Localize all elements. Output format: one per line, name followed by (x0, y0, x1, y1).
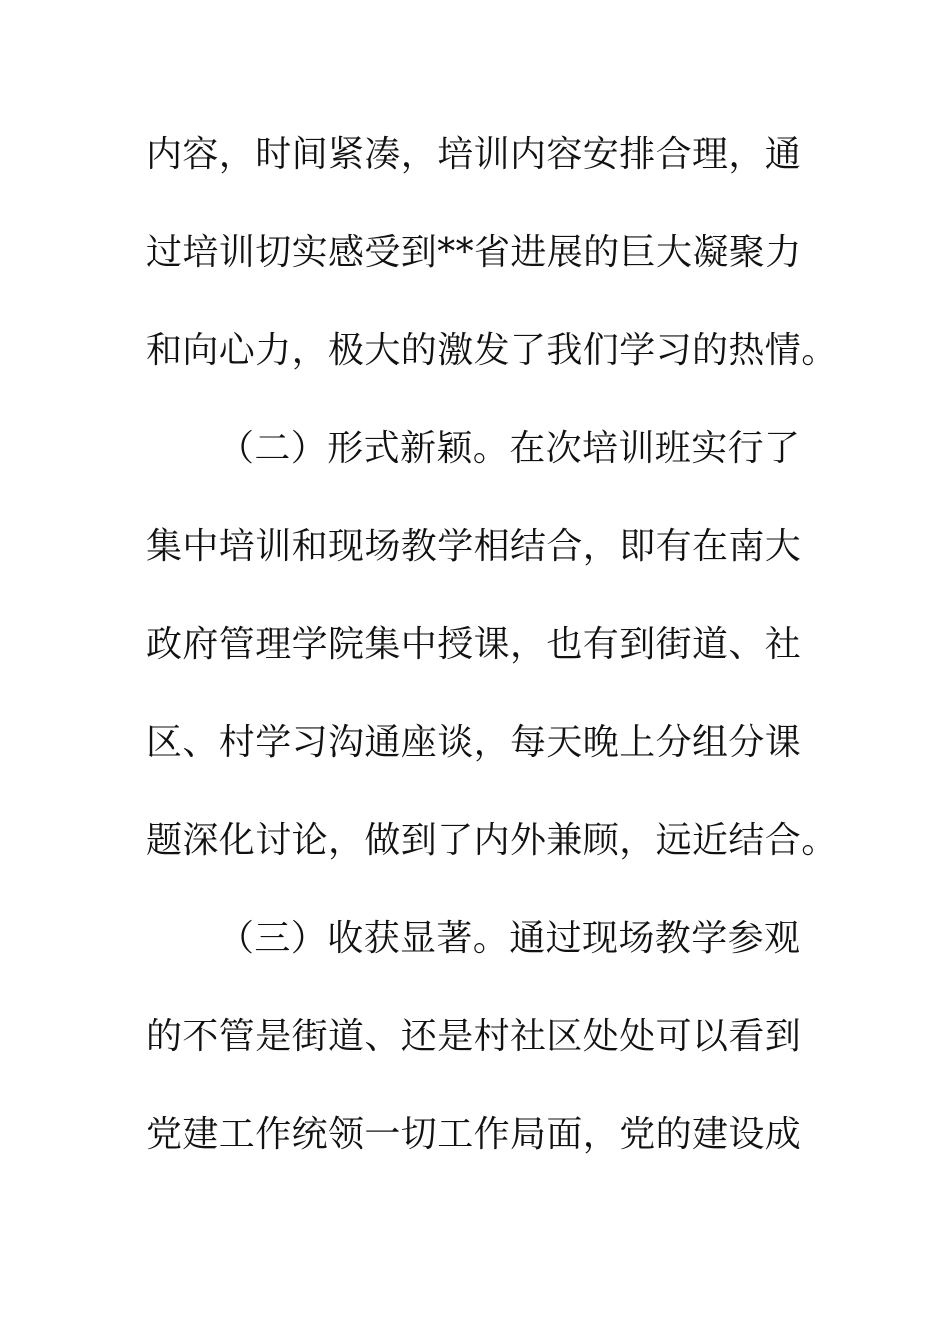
paragraph-line: 集中培训和现场教学相结合，即有在南大 (146, 526, 802, 567)
paragraph-line: 题深化讨论，做到了内外兼顾，远近结合。 (146, 820, 838, 861)
paragraph-line: 党建工作统领一切工作局面，党的建设成 (146, 1114, 802, 1155)
section-heading-line: （二）形式新颖。在次培训班实行了 (218, 428, 801, 469)
paragraph-line: 政府管理学院集中授课，也有到街道、社 (146, 624, 802, 665)
paragraph-line: 内容，时间紧凑，培训内容安排合理，通 (146, 134, 802, 175)
section-heading-line: （三）收获显著。通过现场教学参观 (218, 918, 801, 959)
paragraph-line: 过培训切实感受到**省进展的巨大凝聚力 (146, 232, 802, 273)
paragraph-line: 的不管是街道、还是村社区处处可以看到 (146, 1016, 802, 1057)
paragraph-line: 区、村学习沟通座谈，每天晚上分组分课 (146, 722, 802, 763)
paragraph-line: 和向心力，极大的激发了我们学习的热情。 (146, 330, 838, 371)
